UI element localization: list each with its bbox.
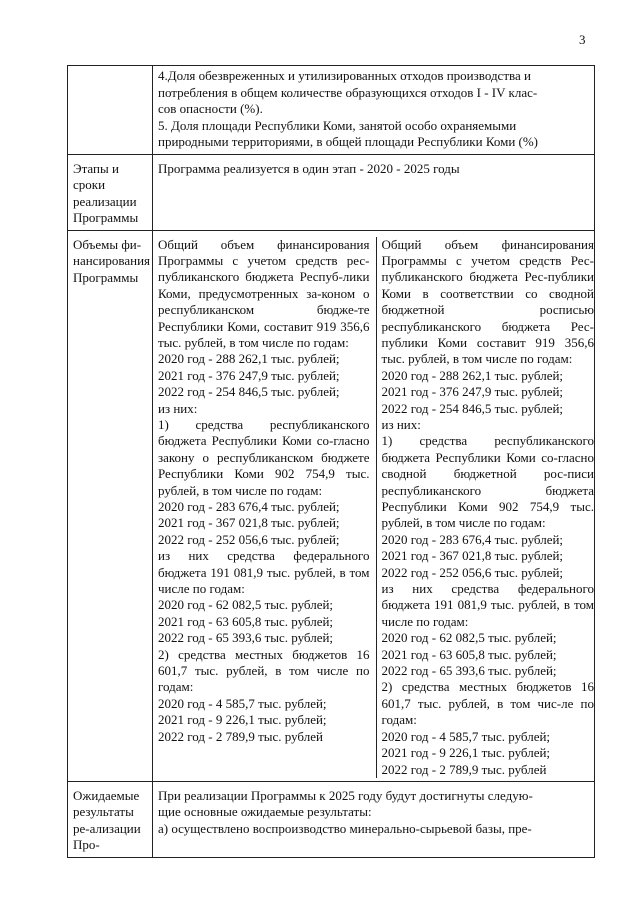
funding-cell bbox=[153, 230, 595, 781]
funding-row bbox=[68, 230, 595, 781]
funding-right-line: из них средства федерального бюджета 191 081,9 тыс. рублей, в том числе по годам: bbox=[381, 581, 594, 629]
funding-left-line: 2) средства местных бюджетов 16 601,7 тыс. рублей, в том числе по годам: bbox=[158, 646, 370, 695]
funding-left-line: 2021 год - 63 605,8 тыс. рублей; bbox=[158, 613, 334, 629]
indicator-line: 5. Доля площади Республики Коми, занятой особо охраняемыми bbox=[158, 117, 517, 133]
results-line: а) осуществлено воспроизводство минерально-сырьевой базы, пре- bbox=[158, 820, 532, 836]
stages-label: Этапы и сроки реализации Программы bbox=[68, 154, 153, 230]
funding-left-line: 2022 год - 65 393,6 тыс. рублей; bbox=[158, 630, 334, 646]
indicators-cell bbox=[153, 66, 595, 155]
funding-right-line: из них: bbox=[381, 416, 421, 432]
indicator-line: 4.Доля обезвреженных и утилизированных отходов производства и bbox=[158, 68, 531, 83]
funding-left-line: 2020 год - 62 082,5 тыс. рублей; bbox=[158, 597, 334, 613]
indicator-line: потребления в общем количестве образующихся отходов I - IV клас- bbox=[158, 84, 538, 100]
funding-right-line: 2021 год - 9 226,1 тыс. рублей; bbox=[381, 745, 551, 761]
funding-right-line: 2022 год - 65 393,6 тыс. рублей; bbox=[381, 663, 557, 679]
funding-right-line: 2022 год - 254 846,5 тыс. рублей; bbox=[381, 400, 564, 416]
stages-text: Программа реализуется в один этап - 2020 - 2025 годы bbox=[153, 154, 595, 230]
funding-columns bbox=[158, 237, 594, 778]
funding-left-line: из них средства федерального бюджета 191 081,9 тыс. рублей, в том числе по годам: bbox=[158, 548, 370, 597]
funding-right-line: 2) средства местных бюджетов 16 601,7 тыс. рублей, в том чис-ле по годам: bbox=[381, 679, 594, 728]
stages-row bbox=[68, 154, 595, 230]
passport-table bbox=[67, 65, 595, 858]
indicators-label-cell bbox=[68, 66, 153, 155]
funding-right-line: 2020 год - 4 585,7 тыс. рублей; bbox=[381, 728, 551, 744]
funding-left-line: 2020 год - 288 262,1 тыс. рублей; bbox=[158, 351, 340, 367]
indicators-row bbox=[68, 66, 595, 155]
results-row bbox=[68, 781, 595, 857]
funding-right-line: 2021 год - 376 247,9 тыс. рублей; bbox=[381, 384, 564, 400]
funding-left-line: 2020 год - 4 585,7 тыс. рублей; bbox=[158, 695, 327, 711]
results-line: щие основные ожидаемые результаты: bbox=[158, 804, 372, 820]
funding-right-line: 2021 год - 63 605,8 тыс. рублей; bbox=[381, 646, 557, 662]
funding-left-line: 1) средства республиканского бюджета Республики Коми со-гласно закону о республиканском бюджете Республики Коми 902 754,9 тыс. рублей, в том числе по годам: bbox=[158, 416, 370, 498]
funding-right-line: 1) средства республиканского бюджета Республики Коми со-гласно сводной бюджетной рос-писи республиканского бюджета Республики Коми 902 754,9 тыс. рублей, в том числе по годам: bbox=[381, 433, 594, 531]
indicator-line: природными территориями, в общей площади Республики Коми (%) bbox=[158, 134, 539, 149]
funding-left-line: 2021 год - 367 021,8 тыс. рублей; bbox=[158, 515, 340, 531]
funding-left-line: Общий объем финансирования Программы с учетом средств рес-публиканского бюджета Респуб-лики Коми, предусмотренных за-коном о республиканском бюдже-те Республики Коми, составит 919 356,6 тыс. рублей, в том числе по годам: bbox=[158, 236, 370, 350]
funding-right-line: 2021 год - 367 021,8 тыс. рублей; bbox=[381, 548, 564, 564]
funding-right-line: 2020 год - 288 262,1 тыс. рублей; bbox=[381, 367, 564, 383]
funding-left-column bbox=[158, 237, 376, 778]
funding-left-line: 2021 год - 376 247,9 тыс. рублей; bbox=[158, 367, 340, 383]
results-line: При реализации Программы к 2025 году будут достигнуты следую- bbox=[158, 787, 533, 803]
indicator-line: сов опасности (%). bbox=[158, 101, 263, 116]
funding-right-line: 2022 год - 252 056,6 тыс. рублей; bbox=[381, 564, 564, 580]
results-label: Ожидаемые результаты ре-ализации Про- bbox=[68, 781, 153, 857]
page-number: 3 bbox=[579, 32, 586, 47]
funding-right-column bbox=[376, 237, 594, 778]
funding-right-line: 2020 год - 283 676,4 тыс. рублей; bbox=[381, 531, 564, 547]
funding-left-line: из них: bbox=[158, 400, 198, 416]
funding-label: Объемы фи-нансирования Программы bbox=[68, 230, 153, 781]
funding-left-line: 2022 год - 254 846,5 тыс. рублей; bbox=[158, 384, 340, 400]
funding-left-line: 2022 год - 252 056,6 тыс. рублей; bbox=[158, 531, 340, 547]
funding-right-line: 2022 год - 2 789,9 тыс. рублей bbox=[381, 761, 547, 777]
results-cell bbox=[153, 781, 595, 857]
funding-left-line: 2021 год - 9 226,1 тыс. рублей; bbox=[158, 712, 327, 728]
funding-right-line: Общий объем финансирования Программы с учетом средств Рес-публиканского бюджета Рес-публики Коми в соответствии со сводной бюджетной росписью республиканского бюджета Рес-публики Коми составит 919 356,6 тыс. рублей, в том числе по годам: bbox=[381, 236, 594, 367]
funding-left-line: 2020 год - 283 676,4 тыс. рублей; bbox=[158, 499, 340, 514]
funding-left-line: 2022 год - 2 789,9 тыс. рублей bbox=[158, 728, 323, 744]
funding-right-line: 2020 год - 62 082,5 тыс. рублей; bbox=[381, 630, 557, 646]
